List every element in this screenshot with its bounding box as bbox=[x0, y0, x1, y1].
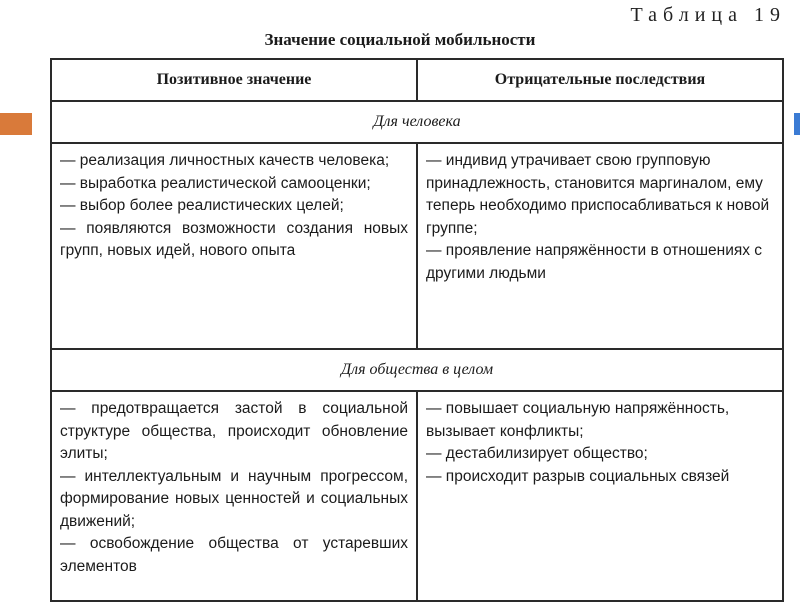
negative-cell-society bbox=[417, 391, 783, 601]
column-header-positive: Позитивное значение bbox=[51, 59, 417, 101]
accent-marker-left bbox=[0, 113, 32, 135]
positive-cell-society bbox=[51, 391, 417, 601]
table-header-row bbox=[51, 59, 783, 101]
mobility-table bbox=[50, 58, 784, 602]
section-title-society: Для общества в целом bbox=[51, 349, 783, 391]
accent-marker-right bbox=[794, 113, 800, 135]
section-row-society bbox=[51, 349, 783, 391]
list-item: — индивид утрачивает свою групповую принадлежность, становится маргиналом, ему теперь необходимо приспосабливаться к новой группе; bbox=[426, 152, 770, 237]
section-row-person bbox=[51, 101, 783, 143]
list-item: — проявление напряжённости в отношениях с другими людьми bbox=[426, 242, 763, 282]
table-row bbox=[51, 143, 783, 349]
page-title: Значение социальной мобильности bbox=[264, 30, 536, 49]
column-header-negative: Отрицательные последствия bbox=[417, 59, 783, 101]
list-item: — повышает социальную напряжённость, вызывает конфликты; bbox=[426, 400, 730, 440]
table-row bbox=[51, 391, 783, 601]
list-item: — появляются возможности создания новых групп, новых идей, нового опыта bbox=[60, 219, 408, 259]
list-item: — предотвращается застой в социальной структуре общества, происходит обновление элиты; bbox=[60, 400, 408, 462]
list-item: — реализация личностных качеств человека; bbox=[60, 152, 390, 169]
list-item: — интеллектуальным и научным прогрессом, формирование новых ценностей и социальных движений; bbox=[60, 467, 408, 530]
positive-cell-person bbox=[51, 143, 417, 349]
table-label: Таблица 19 bbox=[630, 4, 786, 26]
negative-cell-person bbox=[417, 143, 783, 349]
list-item: — выработка реалистической самооценки; bbox=[60, 174, 371, 192]
list-item: — дестабилизирует общество; bbox=[426, 445, 648, 462]
list-item: — происходит разрыв социальных связей bbox=[426, 467, 730, 485]
section-title-person: Для человека bbox=[51, 101, 783, 143]
list-item: — выбор более реалистических целей; bbox=[60, 197, 344, 214]
list-item: — освобождение общества от устаревших элементов bbox=[60, 535, 408, 575]
